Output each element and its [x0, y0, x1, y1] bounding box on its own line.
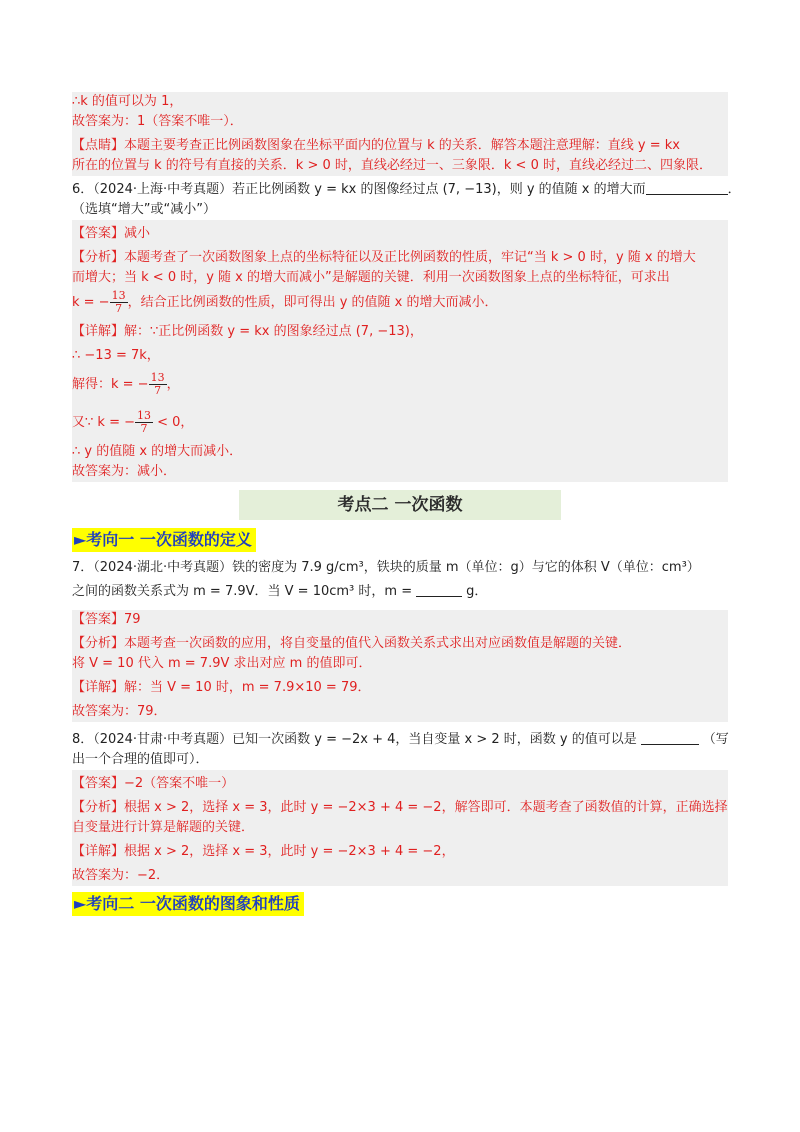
- fraction-numerator: 13: [111, 289, 126, 302]
- detail-line: 【详解】解：当 V = 10 时，m = 7.9×10 = 79．: [72, 680, 371, 695]
- detail-text: 解得：k = −: [72, 377, 149, 392]
- analysis-line: 将 V = 10 代入 m = 7.9V 求出对应 m 的值即可．: [72, 656, 372, 671]
- analysis-text: ，结合正比例函数的性质，即可得出 y 的值随 x 的增大而减小．: [127, 295, 498, 310]
- question-text: [72, 730, 728, 750]
- question-text: [72, 180, 741, 200]
- answer-line: 【答案】减小: [72, 226, 151, 241]
- solution-block-q7: [72, 610, 728, 722]
- fraction: [135, 410, 153, 435]
- answer-line: 【答案】79: [72, 612, 141, 627]
- answer-blank: [646, 180, 728, 195]
- detail-line: 【详解】根据 x > 2，选择 x = 3，此时 y = −2×3 + 4 = −2，: [72, 844, 455, 859]
- detail-line: [72, 370, 728, 400]
- detail-text: 又∵ k = −: [72, 415, 135, 430]
- solution-block-q5: [72, 92, 728, 176]
- fraction: [110, 290, 128, 315]
- detail-line: ∴ −13 = 7k，: [72, 348, 160, 363]
- analysis-line: [72, 288, 728, 318]
- analysis-line: 【分析】本题考查了一次函数图象上点的坐标特征以及正比例函数的性质，牢记“当 k > 0 时，y 随 x 的增大: [72, 250, 696, 265]
- analysis-text: k = −: [72, 295, 110, 310]
- solution-line: ∴k 的值可以为 1，: [72, 94, 183, 109]
- heading-wrapper: [72, 890, 728, 922]
- detail-line: ∴ y 的值随 x 的增大而减小．: [72, 444, 243, 459]
- analysis-line: 自变量进行计算是解题的关键．: [72, 820, 255, 835]
- question-7: [72, 558, 728, 602]
- solution-block-q6: [72, 220, 728, 482]
- analysis-line: 【分析】本题考查一次函数的应用，将自变量的值代入函数关系式求出对应函数值是解题的关键．: [72, 636, 632, 651]
- solution-block-q8: [72, 770, 728, 886]
- detail-line: 【详解】解：∵正比例函数 y = kx 的图象经过点 (7, −13)，: [72, 324, 423, 339]
- note-line: 【点睛】本题主要考查正比例函数图象在坐标平面内的位置与 k 的关系．解答本题注意理解：直线 y = kx: [72, 138, 680, 153]
- question-text: 7．（2024·湖北·中考真题）铁的密度为 7.9 g/cm³，铁块的质量 m（单位：g）与它的体积 V（单位：cm³）: [72, 560, 700, 575]
- answer-line: 【答案】−2（答案不唯一）: [72, 776, 235, 791]
- unit-text: g．: [466, 584, 488, 599]
- answer-blank: [641, 730, 699, 745]
- question-stem: 6．（2024·上海·中考真题）若正比例函数 y = kx 的图像经过点 (7, −13)，则 y 的值随 x 的增大而: [72, 182, 646, 197]
- final-answer-line: 故答案为：减小．: [72, 464, 177, 479]
- heading-wrapper: [72, 526, 728, 558]
- question-stem: （写: [702, 732, 729, 747]
- punctuation: ．: [727, 182, 741, 197]
- note-line: 所在的位置与 k 的符号有直接的关系．k > 0 时，直线必经过一、三象限．k < 0 时，直线必经过二、四象限．: [72, 158, 712, 173]
- section-title: 考点二 一次函数: [239, 490, 561, 520]
- fraction-denominator: 7: [140, 422, 148, 435]
- fraction-numerator: 13: [150, 371, 165, 384]
- analysis-line: 【分析】根据 x > 2，选择 x = 3，此时 y = −2×3 + 4 = −2，解答即可．本题考查了函数值的计算，正确选择: [72, 800, 728, 815]
- question-8: [72, 730, 728, 770]
- fraction-denominator: 7: [115, 302, 123, 315]
- question-stem: 之间的函数关系式为 m = 7.9V．当 V = 10cm³ 时，m =: [72, 584, 413, 599]
- fraction-denominator: 7: [154, 384, 162, 397]
- question-hint: （选填“增大”或“减小”）: [72, 202, 216, 217]
- detail-text: < 0，: [152, 415, 194, 430]
- fraction: [149, 372, 167, 397]
- final-answer-line: 故答案为：−2．: [72, 868, 170, 883]
- analysis-line: 而增大；当 k < 0 时，y 随 x 的增大而减小”是解题的关键．利用一次函数图象上点的坐标特征，可求出: [72, 270, 670, 285]
- subsection-heading: ►考向一 一次函数的定义: [72, 528, 256, 552]
- detail-line: [72, 408, 728, 438]
- final-answer-line: 故答案为：79．: [72, 704, 167, 719]
- question-text: 出一个合理的值即可）．: [72, 752, 209, 767]
- detail-text: ，: [166, 377, 180, 392]
- question-stem: 8．（2024·甘肃·中考真题）已知一次函数 y = −2x + 4，当自变量 x > 2 时，函数 y 的值可以是: [72, 732, 637, 747]
- question-6: [72, 180, 741, 220]
- fraction-numerator: 13: [136, 409, 151, 422]
- document-page: [72, 92, 741, 922]
- question-text: [72, 582, 728, 602]
- answer-blank: [416, 582, 462, 597]
- subsection-heading: ►考向二 一次函数的图象和性质: [72, 892, 304, 916]
- solution-line: 故答案为：1（答案不唯一）．: [72, 114, 243, 129]
